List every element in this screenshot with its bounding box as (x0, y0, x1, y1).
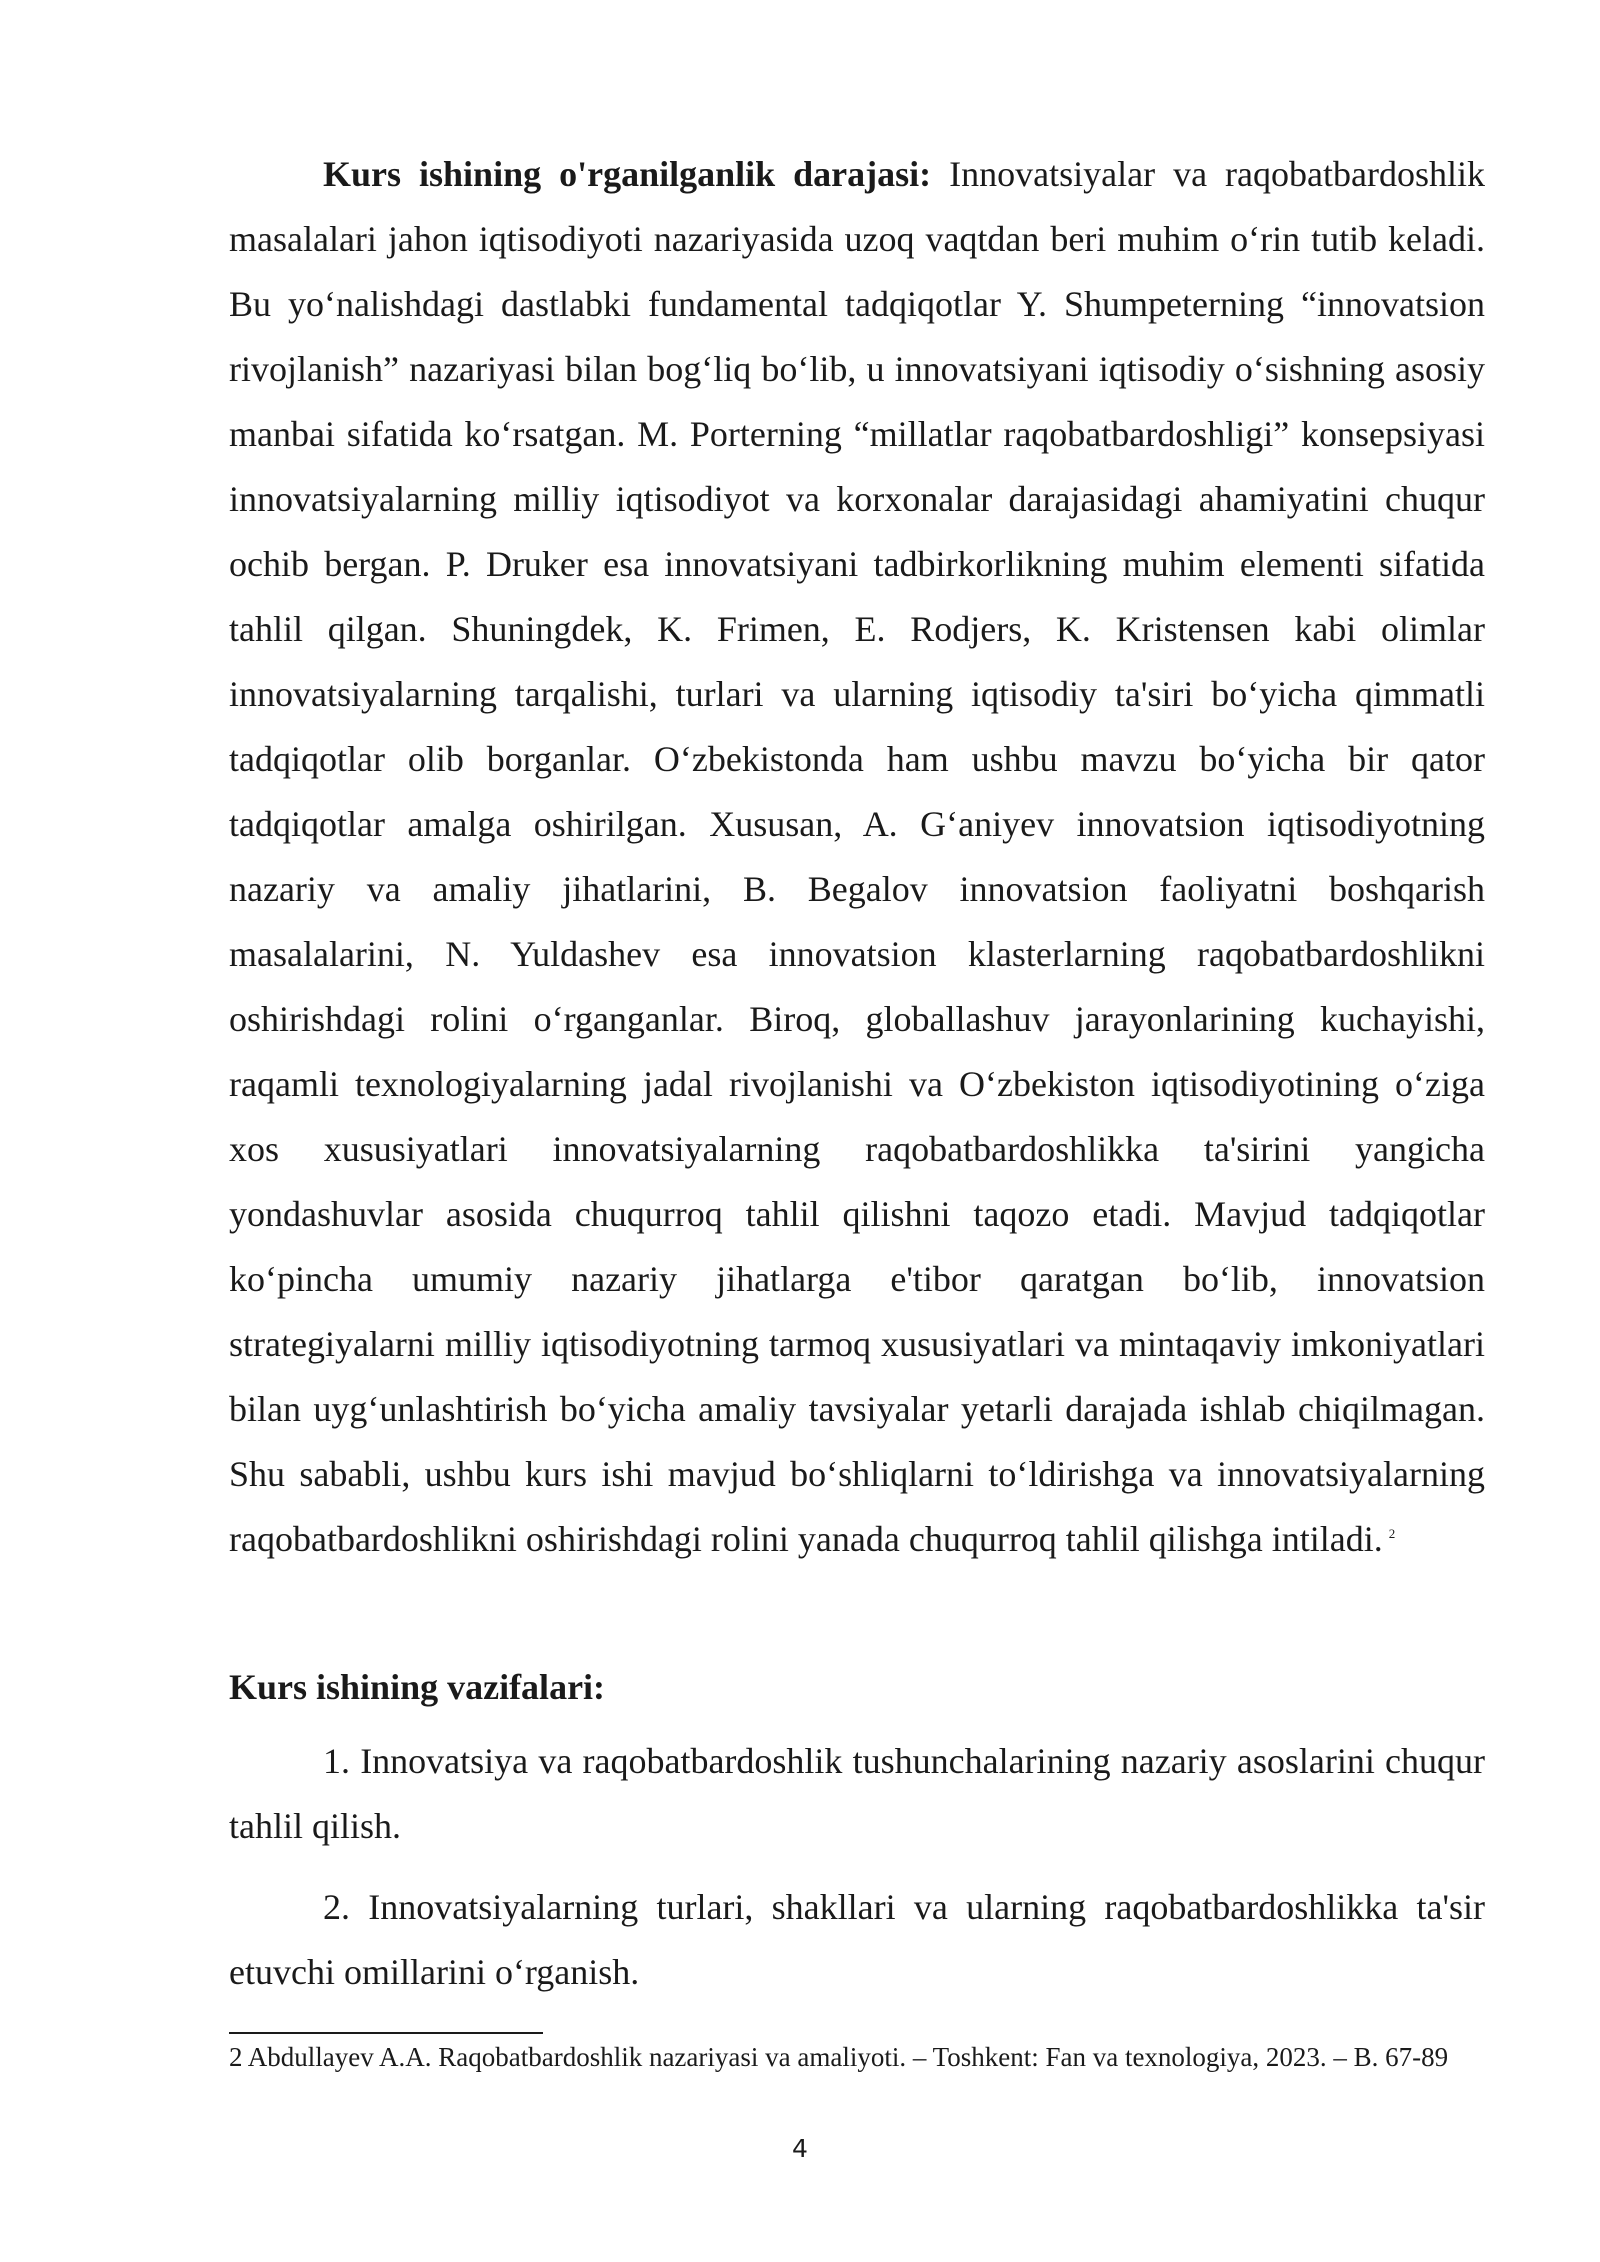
task-item-1: 1. Innovatsiya va raqobatbardoshlik tushunchalarining nazariy asoslarini chuqur tahlil qilish. (229, 1741, 1485, 1846)
intro-paragraph (229, 142, 1485, 1572)
task-item-2: 2. Innovatsiyalarning turlari, shakllari va ularning raqobatbardoshlikka ta'sir etuvchi omillarini o‘rganish. (229, 1887, 1485, 1992)
intro-heading: Kurs ishining o'rganilganlik darajasi: (323, 154, 932, 194)
footnote-separator (229, 2032, 543, 2034)
tasks-heading: Kurs ishining vazifalari: (229, 1667, 606, 1707)
intro-text: Innovatsiyalar va raqobatbardoshlik masalalari jahon iqtisodiyoti nazariyasida uzoq vaqtdan beri muhim o‘rin tutib keladi. Bu yo‘nalishdagi dastlabki fundamental tadqiqotlar Y. Shumpeterning “innovatsion rivojlanish” nazariyasi bilan bog‘liq bo‘lib, u innovatsiyani iqtisodiy o‘sishning asosiy manbai sifatida ko‘rsatgan. M. Porterning “millatlar raqobatbardoshligi” konsepsiyasi innovatsiyalarning milliy iqtisodiyot va korxonalar darajasidagi ahamiyatini chuqur ochib bergan. P. Druker esa innovatsiyani tadbirkorlikning muhim elementi sifatida tahlil qilgan. Shuningdek, K. Frimen, E. Rodjers, K. Kristensen kabi olimlar innovatsiyalarning tarqalishi, turlari va ularning iqtisodiy ta'siri bo‘yicha qimmatli tadqiqotlar olib borganlar. O‘zbekistonda ham ushbu mavzu bo‘yicha bir qator tadqiqotlar amalga oshirilgan. Xususan, A. G‘aniyev innovatsion iqtisodiyotning nazariy va amaliy jihatlarini, B. Begalov innovatsion faoliyatni boshqarish masalalarini, N. Yuldashev esa innovatsion klasterlarning raqobatbardoshlikni oshirishdagi rolini o‘rganganlar. Biroq, globallashuv jarayonlarining kuchayishi, raqamli texnologiyalarning jadal rivojlanishi va O‘zbekiston iqtisodiyotining o‘ziga xos xususiyatlari innovatsiyalarning raqobatbardoshlikka ta'sirini yangicha yondashuvlar asosida chuqurroq tahlil qilishni taqozo etadi. Mavjud tadqiqotlar ko‘pincha umumiy nazariy jihatlarga e'tibor qaratgan bo‘lib, innovatsion strategiyalarni milliy iqtisodiyotning tarmoq xususiyatlari va mintaqaviy imkoniyatlari bilan uyg‘unlashtirish bo‘yicha amaliy tavsiyalar yetarli darajada ishlab chiqilmagan. Shu sababli, ushbu kurs ishi mavjud bo‘shliqlarni to‘ldirishga va innovatsiyalarning raqobatbardoshlikni oshirishdagi rolini yanada chuqurroq tahlil qilishga intiladi. (229, 154, 1485, 1559)
footnote: 2 Abdullayev A.A. Raqobatbardoshlik nazariyasi va amaliyoti. – Toshkent: Fan va texnologiya, 2023. – B. 67-89 (229, 2042, 1449, 2072)
page-number: 4 (792, 2134, 808, 2163)
footnote-reference: 2 (1388, 1526, 1396, 1541)
